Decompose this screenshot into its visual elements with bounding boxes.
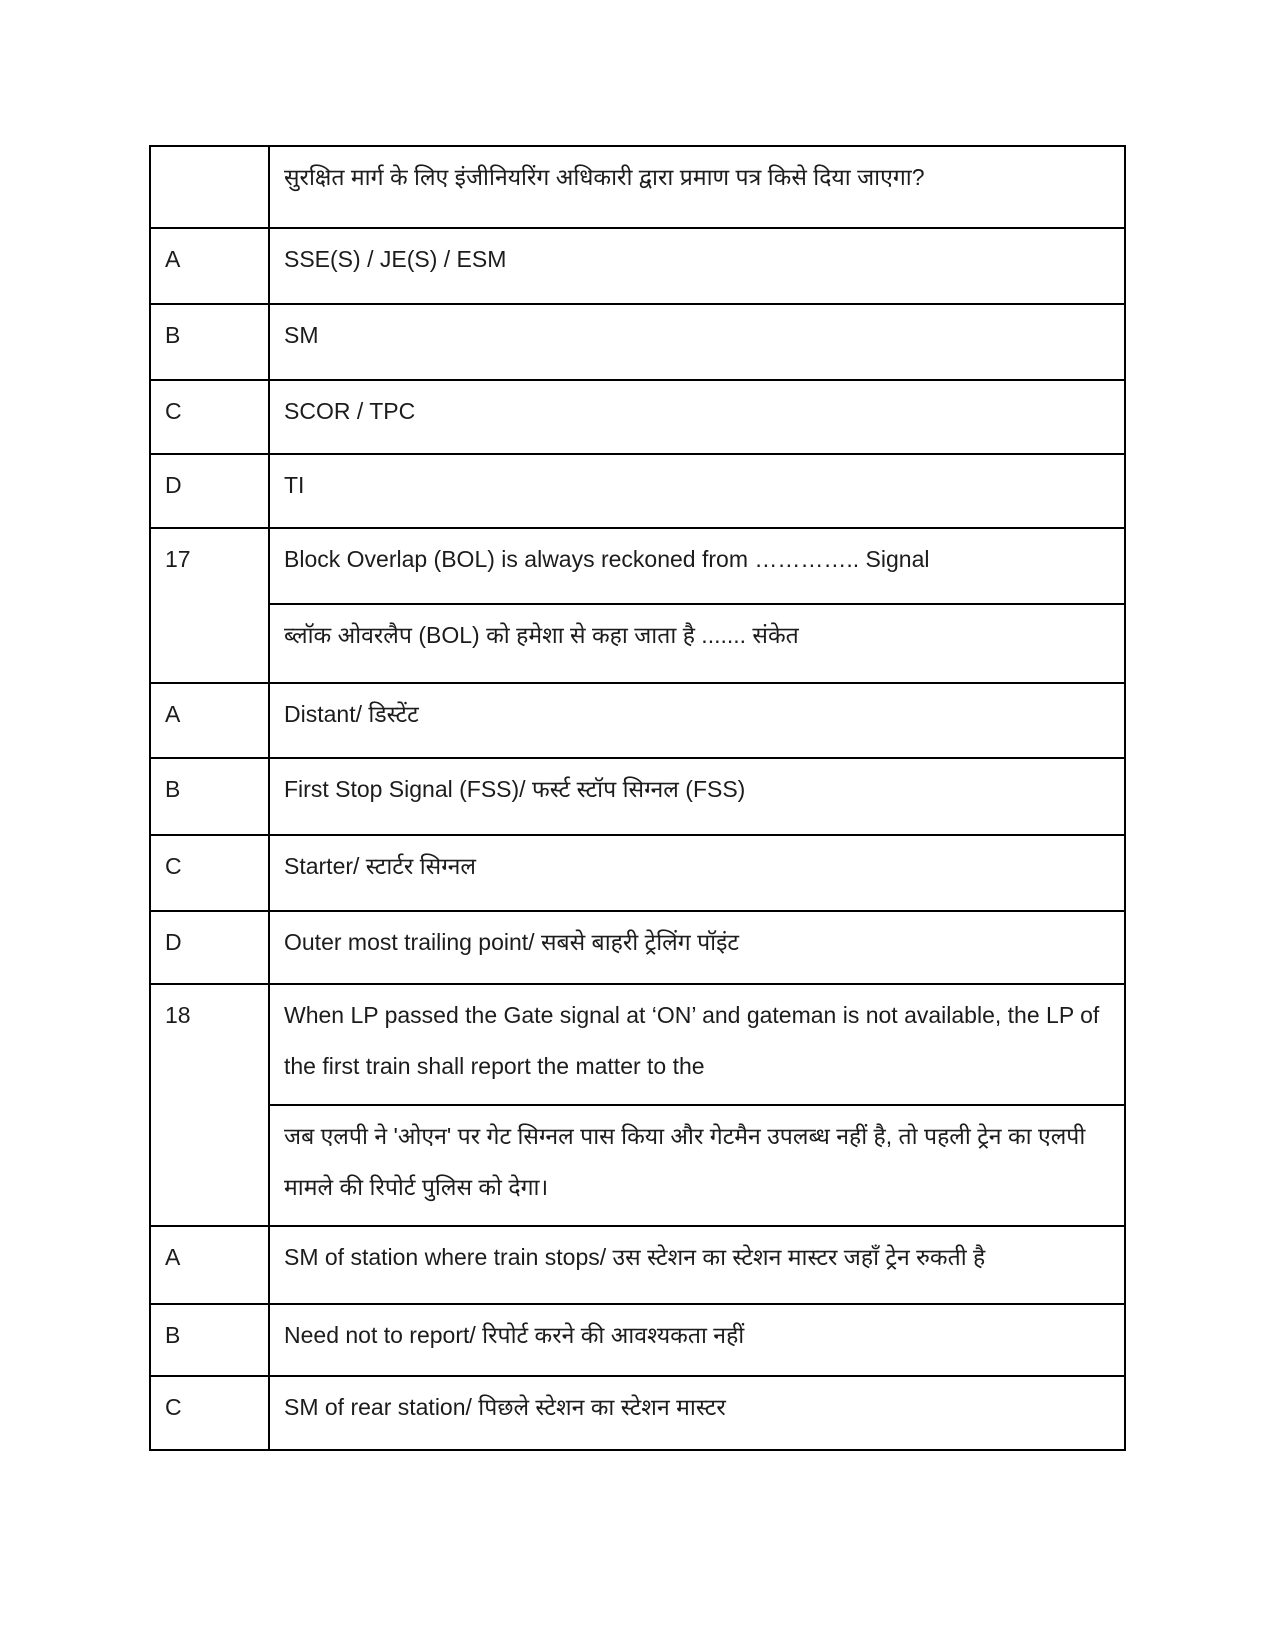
question-row	[150, 528, 1125, 604]
option-text: TI	[269, 454, 1125, 528]
question-text-row	[150, 1105, 1125, 1226]
option-letter: B	[150, 1304, 269, 1376]
question-row	[150, 984, 1125, 1105]
option-text: Need not to report/ रिपोर्ट करने की आवश्यकता नहीं	[269, 1304, 1125, 1376]
option-row	[150, 683, 1125, 758]
question-number-cell	[150, 146, 269, 228]
option-row	[150, 835, 1125, 911]
question-text-row	[150, 604, 1125, 683]
question-number-cell: 17	[150, 528, 269, 683]
question-text-english: When LP passed the Gate signal at ‘ON’ and gateman is not available, the LP of the first train shall report the matter to the	[269, 984, 1125, 1105]
option-row	[150, 304, 1125, 380]
question-number-cell: 18	[150, 984, 269, 1226]
option-letter: B	[150, 304, 269, 380]
option-letter: C	[150, 835, 269, 911]
option-row	[150, 911, 1125, 984]
option-letter: A	[150, 228, 269, 304]
question-text-english: Block Overlap (BOL) is always reckoned from ………….. Signal	[269, 528, 1125, 604]
option-row	[150, 758, 1125, 835]
option-letter: D	[150, 911, 269, 984]
option-text: Starter/ स्टार्टर सिग्नल	[269, 835, 1125, 911]
question-text-hindi: सुरक्षित मार्ग के लिए इंजीनियरिंग अधिकारी द्वारा प्रमाण पत्र किसे दिया जाएगा?	[269, 146, 1125, 228]
option-text: SSE(S) / JE(S) / ESM	[269, 228, 1125, 304]
option-text: SM of station where train stops/ उस स्टेशन का स्टेशन मास्टर जहाँ ट्रेन रुकती है	[269, 1226, 1125, 1304]
option-letter: C	[150, 1376, 269, 1450]
exam-question-table	[149, 145, 1126, 1451]
option-letter: B	[150, 758, 269, 835]
option-letter: D	[150, 454, 269, 528]
question-text-hindi: जब एलपी ने 'ओएन' पर गेट सिग्नल पास किया और गेटमैन उपलब्ध नहीं है, तो पहली ट्रेन का एलपी मामले की रिपोर्ट पुलिस को देगा।	[269, 1105, 1125, 1226]
option-text: Outer most trailing point/ सबसे बाहरी ट्रेलिंग पॉइंट	[269, 911, 1125, 984]
option-letter: A	[150, 683, 269, 758]
option-letter: C	[150, 380, 269, 454]
option-row	[150, 1304, 1125, 1376]
option-row	[150, 228, 1125, 304]
option-text: First Stop Signal (FSS)/ फर्स्ट स्टॉप सिग्नल (FSS)	[269, 758, 1125, 835]
option-text: SCOR / TPC	[269, 380, 1125, 454]
option-row	[150, 454, 1125, 528]
option-text: Distant/ डिस्टेंट	[269, 683, 1125, 758]
option-text: SM	[269, 304, 1125, 380]
option-row	[150, 1226, 1125, 1304]
option-row	[150, 380, 1125, 454]
option-letter: A	[150, 1226, 269, 1304]
question-text-row	[150, 146, 1125, 228]
option-text: SM of rear station/ पिछले स्टेशन का स्टेशन मास्टर	[269, 1376, 1125, 1450]
option-row	[150, 1376, 1125, 1450]
question-text-hindi: ब्लॉक ओवरलैप (BOL) को हमेशा से कहा जाता है ....... संकेत	[269, 604, 1125, 683]
